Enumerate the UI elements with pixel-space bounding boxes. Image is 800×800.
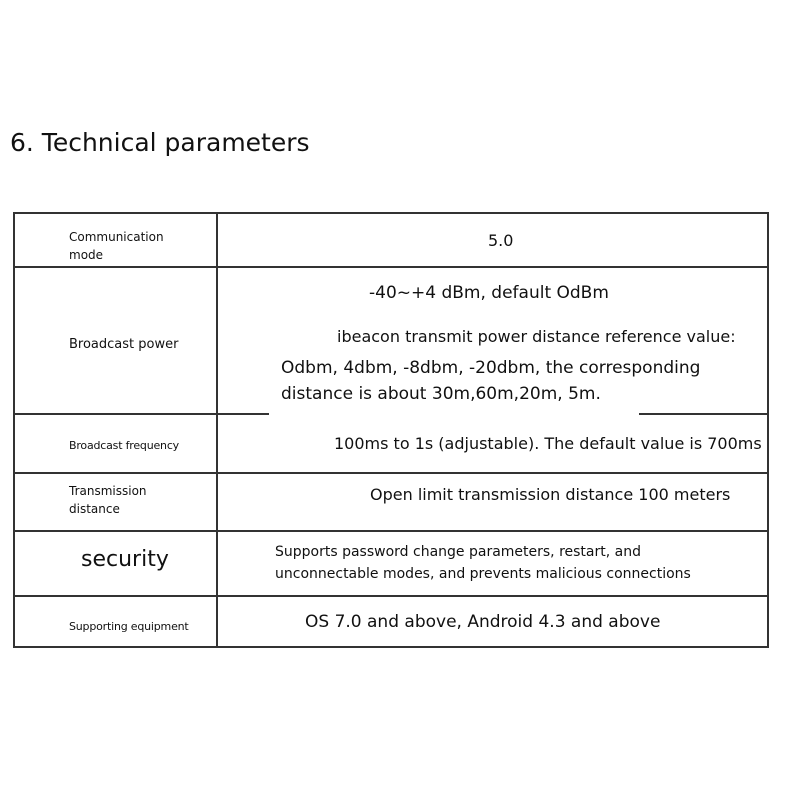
row-divider (13, 266, 769, 268)
value-security (275, 541, 691, 585)
label-line: mode (69, 248, 104, 262)
label-transmission-distance (69, 482, 147, 518)
label-communication-mode (69, 228, 164, 264)
value-communication-mode: 5.0 (488, 231, 514, 250)
value-broadcast-power-range: -40~+4 dBm, default OdBm (369, 283, 609, 303)
technical-parameters-table (13, 212, 769, 648)
value-line: Supports password change parameters, restart, and (275, 544, 641, 560)
table-border-left (13, 212, 15, 648)
label-line: distance (69, 502, 120, 516)
label-line: Transmission (69, 484, 147, 498)
value-broadcast-power-distances: distance is about 30m,60m,20m, 5m. (281, 384, 601, 404)
label-line: Communication (69, 230, 164, 244)
label-security: security (81, 547, 169, 572)
value-line: unconnectable modes, and prevents malicious connections (275, 566, 691, 582)
label-broadcast-power: Broadcast power (69, 337, 179, 352)
value-transmission-distance: Open limit transmission distance 100 meters (370, 485, 731, 504)
page-title: 6. Technical parameters (10, 128, 310, 157)
label-supporting-equipment: Supporting equipment (69, 620, 189, 633)
value-broadcast-power-levels: Odbm, 4dbm, -8dbm, -20dbm, the corresponding (281, 358, 701, 378)
table-border-right (767, 212, 769, 648)
table-border-top (13, 212, 769, 214)
row-divider (13, 595, 769, 597)
row-divider (13, 472, 769, 474)
row-divider (13, 530, 769, 532)
row-divider (639, 413, 769, 415)
label-broadcast-frequency: Broadcast frequency (69, 439, 179, 452)
value-broadcast-frequency: 100ms to 1s (adjustable). The default value is 700ms (334, 434, 762, 453)
value-broadcast-power-reference: ibeacon transmit power distance reference value: (337, 327, 736, 346)
column-divider (216, 212, 218, 648)
row-divider (13, 413, 269, 415)
value-supporting-equipment: OS 7.0 and above, Android 4.3 and above (305, 612, 661, 632)
table-border-bottom (13, 646, 769, 648)
